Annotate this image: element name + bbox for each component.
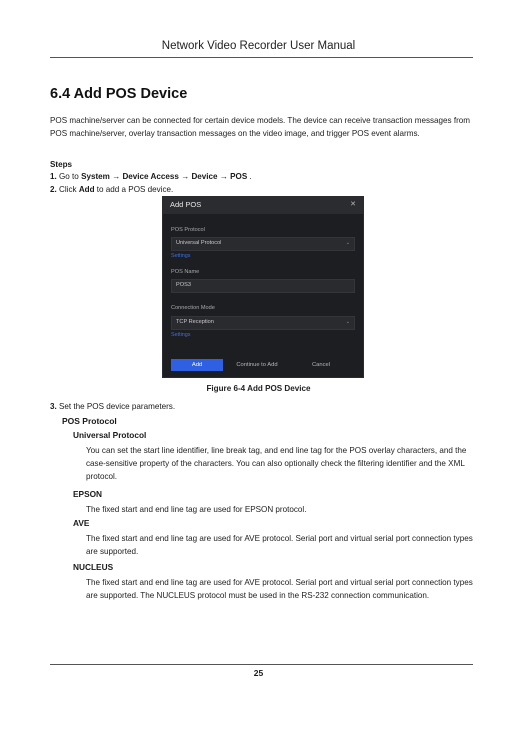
protocol-heading-ave: AVE [73,518,90,528]
protocol-text-epson: The fixed start and end line tag are used for EPSON protocol. [86,505,307,514]
chevron-down-icon: ⌄ [345,319,350,325]
pos-protocol-value: Universal Protocol [176,240,222,246]
step-1 [50,172,252,181]
dialog-header [163,197,363,214]
pos-protocol-label: POS Protocol [171,227,205,233]
protocol-text-ave: The fixed start and end line tag are used for AVE protocol. Serial port and virtual serial port connection types are supported. [86,534,473,556]
pos-name-label: POS Name [171,269,200,275]
connection-mode-value: TCP Reception [176,319,214,325]
settings-link-connection[interactable]: Settings [171,332,191,338]
step-3 [50,402,175,411]
step-2-post: to add a POS device. [94,185,174,194]
footer-divider [50,664,473,665]
protocol-text-nucleus: The fixed start and end line tag are used for AVE protocol. Serial port and virtual serial port connection types are supported. The NUCLEUS protocol must be used in the RS-232 connection communication. [86,578,473,600]
steps-heading: Steps [50,160,73,169]
protocol-text-universal: You can set the start line identifier, line break tag, and end line tag for the POS overlay characters, and the case-sensitive property of the characters. You can also optionally check the filtering identifier and the XML protocol. [86,446,467,481]
settings-link-protocol[interactable]: Settings [171,253,191,259]
step-2-number: 2. [50,185,57,194]
page-number: 25 [253,668,264,678]
header-divider [50,57,473,58]
figure-caption: Figure 6-4 Add POS Device [206,384,311,393]
pos-protocol-select[interactable] [171,237,355,251]
protocol-heading-epson: EPSON [73,489,103,499]
connection-mode-label: Connection Mode [171,305,215,311]
step-3-text: Set the POS device parameters. [59,402,176,411]
pos-protocol-heading: POS Protocol [62,416,117,426]
dialog-title: Add POS [170,200,202,209]
step-2-pre: Click [59,185,79,194]
section-title: 6.4 Add POS Device [50,86,188,102]
close-icon[interactable]: ✕ [350,201,356,208]
step-2 [50,185,173,194]
section-intro: POS machine/server can be connected for certain device models. The device can receive transaction messages from POS machine/server, overlay transaction messages on the video image, and trigger POS event alarms. [50,116,471,138]
add-button[interactable]: Add [171,359,223,371]
step-1-post: . [247,172,252,181]
step-3-number: 3. [50,402,57,411]
continue-to-add-button[interactable]: Continue to Add [236,362,278,368]
add-pos-dialog [162,196,364,378]
step-1-path: System → Device Access → Device → POS [81,172,248,181]
connection-mode-select[interactable] [171,316,355,330]
pos-name-input[interactable] [171,279,355,293]
step-1-number: 1. [50,172,57,181]
chevron-down-icon: ⌄ [345,240,350,246]
step-1-pre: Go to [59,172,82,181]
step-2-bold: Add [78,185,95,194]
page-header-title: Network Video Recorder User Manual [161,40,356,52]
pos-name-value: POS3 [176,282,191,288]
protocol-heading-universal: Universal Protocol [73,430,147,440]
cancel-button[interactable]: Cancel [311,362,331,368]
protocol-heading-nucleus: NUCLEUS [73,562,114,572]
